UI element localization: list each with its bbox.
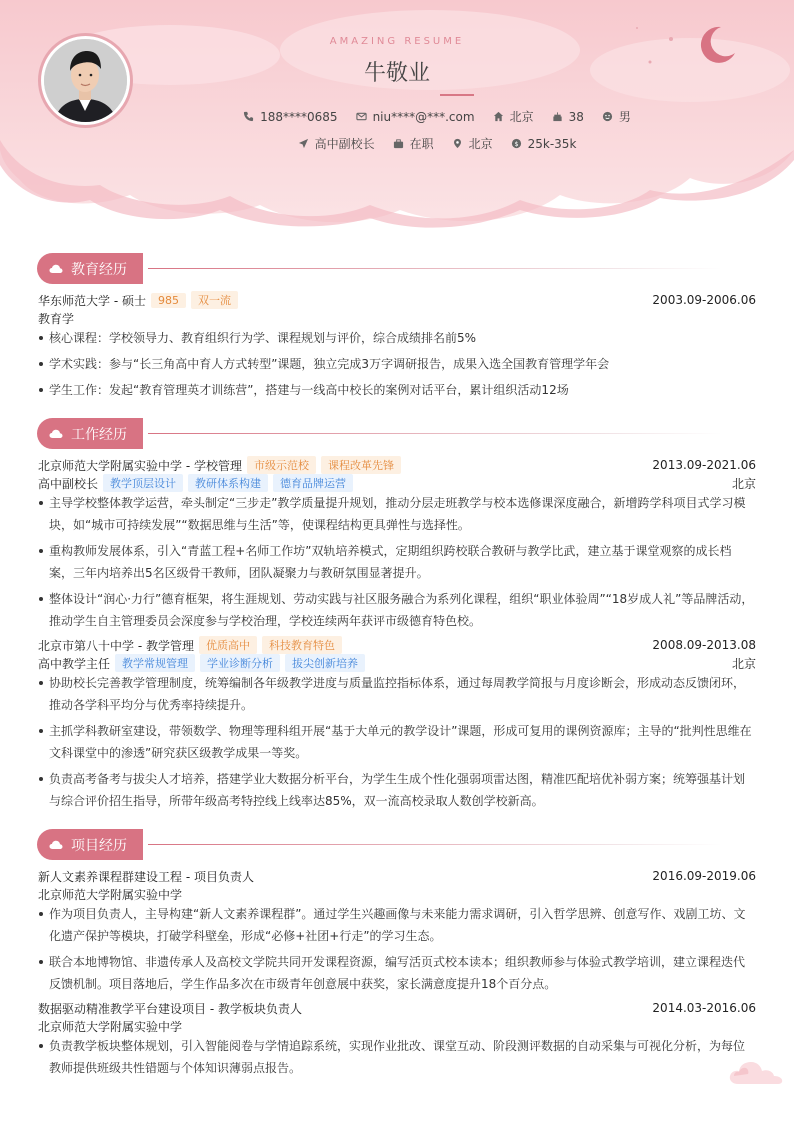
section-title-text: 教育经历 bbox=[71, 261, 127, 278]
email-text: niu****@***.com bbox=[372, 109, 475, 124]
work-date: 2013.09-2021.06 bbox=[652, 458, 756, 472]
briefcase-icon bbox=[393, 138, 404, 149]
hometown-item bbox=[493, 108, 534, 125]
work-section-title bbox=[37, 418, 143, 449]
section-title-text: 项目经历 bbox=[71, 837, 127, 854]
city-item bbox=[452, 135, 493, 152]
job-title-text: 高中副校长 bbox=[314, 137, 375, 151]
hometown-text: 北京 bbox=[509, 110, 534, 124]
skill-badge: 教研体系构建 bbox=[188, 474, 268, 492]
email-item bbox=[356, 108, 475, 125]
project-title: 数据驱动精准教学平台建设项目 - 教学板块负责人 bbox=[38, 1001, 302, 1016]
section-divider bbox=[148, 268, 722, 269]
work-bullet: 主抓学科教研室建设，带领数学、物理等理科组开展“基于大单元的教学设计”课题，形成可复用的课例资源库；主导的“批判性思维在文科课堂中的渗透”研究获区级教学成果一等奖。 bbox=[38, 720, 754, 764]
skill-badge: 拔尖创新培养 bbox=[285, 654, 365, 672]
gender-item bbox=[602, 108, 631, 125]
major-text: 教育学 bbox=[38, 311, 75, 326]
age-text: 38 bbox=[568, 109, 584, 124]
name-underline bbox=[440, 94, 474, 96]
skill-badge: 教学常规管理 bbox=[115, 654, 195, 672]
project-bullet: 负责教学板块整体规划，引入智能阅卷与学情追踪系统，实现作业批改、课堂互动、阶段测评数据的自动采集与可视化分析，为每位教师提供班级共性错题与个体知识薄弱点报告。 bbox=[38, 1035, 754, 1079]
mail-icon bbox=[356, 111, 367, 122]
work-bullet: 负责高考备考与拔尖人才培养，搭建学业大数据分析平台，为学生生成个性化强弱项雷达图，精准匹配培优补弱方案；统筹强基计划与综合评价招生指导，所带年级高考特控线上线率达85%，双一流高校录取人数创学校新高。 bbox=[38, 768, 754, 812]
school-badge: 985 bbox=[151, 293, 186, 308]
section-tag bbox=[37, 829, 143, 860]
resume-tagline: AMAZING RESUME bbox=[329, 36, 465, 47]
home-icon bbox=[493, 111, 504, 122]
project-header-row bbox=[38, 999, 756, 1017]
money-icon bbox=[511, 138, 522, 149]
skill-badge: 教学顶层设计 bbox=[103, 474, 183, 492]
project-bullet: 作为项目负责人，主导构建“新人文素养课程群”。通过学生兴趣画像与未来能力需求调研，引入哲学思辨、创意写作、戏剧工坊、文化遗产保护等模块，打破学科壁垒，形成“必修+社团+行走”的学习生态。 bbox=[38, 903, 754, 947]
contact-row bbox=[0, 108, 794, 125]
cloud-icon bbox=[49, 840, 63, 850]
phone-icon bbox=[243, 111, 254, 122]
work-org: 北京市第八十中学 - 教学管理 bbox=[38, 638, 194, 653]
skill-badge: 学业诊断分析 bbox=[200, 654, 280, 672]
cake-icon bbox=[552, 111, 563, 122]
salary-item bbox=[511, 135, 577, 152]
user-face-icon bbox=[602, 111, 613, 122]
section-tag bbox=[37, 253, 143, 284]
project-header-row bbox=[38, 867, 756, 885]
decorative-cloud-icon bbox=[728, 1058, 784, 1086]
work-bullet: 整体设计“润心·力行”德育框架，将生涯规划、劳动实践与社区服务融合为系列化课程，组织“职业体验周”“18岁成人礼”等品牌活动，推动学生自主管理委员会深度参与学校治理，学校连续两年获评市级德育特色校。 bbox=[38, 588, 754, 632]
org-badge: 科技教育特色 bbox=[262, 636, 342, 654]
send-icon bbox=[298, 138, 309, 149]
work-role: 高中教学主任 bbox=[38, 656, 111, 671]
project-date: 2014.03-2016.06 bbox=[652, 1001, 756, 1015]
work-bullet: 协助校长完善教学管理制度，统筹编制各年级教学进度与质量监控指标体系，通过每周教学简报与月度诊断会，形成动态反馈闭环，推动各学科平均分与优秀率持续提升。 bbox=[38, 672, 754, 716]
education-bullet: 核心课程：学校领导力、教育组织行为学、课程规划与评价，综合成绩排名前5% bbox=[38, 327, 754, 349]
svg-text:$: $ bbox=[514, 139, 519, 148]
gender-text: 男 bbox=[618, 110, 631, 124]
education-header-row bbox=[38, 291, 756, 309]
city-text: 北京 bbox=[468, 137, 493, 151]
project-org-row bbox=[38, 885, 756, 903]
work-org: 北京师范大学附属实验中学 - 学校管理 bbox=[38, 458, 242, 473]
work-role-row bbox=[38, 474, 756, 492]
project-org: 北京师范大学附属实验中学 bbox=[38, 887, 183, 902]
status-item bbox=[393, 135, 434, 152]
education-section-title bbox=[37, 253, 143, 284]
project-section-title bbox=[37, 829, 143, 860]
location-pin-icon bbox=[452, 138, 463, 149]
work-location: 北京 bbox=[731, 656, 756, 671]
cloud-icon bbox=[49, 429, 63, 439]
org-badge: 优质高中 bbox=[199, 636, 257, 654]
project-org: 北京师范大学附属实验中学 bbox=[38, 1019, 183, 1034]
phone-item bbox=[243, 108, 337, 125]
job-title-item bbox=[298, 135, 375, 152]
school-badge: 双一流 bbox=[191, 291, 238, 309]
cloud-icon bbox=[49, 264, 63, 274]
project-bullet: 联合本地博物馆、非遗传承人及高校文学院共同开发课程资源，编写活页式校本读本；组织教师参与体验式教学培训，建立课程迭代反馈机制。项目落地后，学生作品多次在市级青年创意展中获奖，家长满意度提升18个百分点。 bbox=[38, 951, 754, 995]
section-divider bbox=[148, 844, 722, 845]
work-date: 2008.09-2013.08 bbox=[652, 638, 756, 652]
project-org-row bbox=[38, 1017, 756, 1035]
work-header-row bbox=[38, 456, 756, 474]
project-title: 新人文素养课程群建设工程 - 项目负责人 bbox=[38, 869, 254, 884]
work-role: 高中副校长 bbox=[38, 476, 99, 491]
skill-badge: 德育品牌运营 bbox=[273, 474, 353, 492]
education-major-row bbox=[38, 309, 756, 327]
work-location: 北京 bbox=[731, 476, 756, 491]
salary-text: 25k-35k bbox=[527, 136, 577, 151]
school-name: 华东师范大学 - 硕士 bbox=[38, 293, 146, 308]
section-divider bbox=[148, 433, 722, 434]
education-bullet: 学术实践：参与“长三角高中育人方式转型”课题，独立完成3万字调研报告，成果入选全国教育管理学年会 bbox=[38, 353, 754, 375]
project-date: 2016.09-2019.06 bbox=[652, 869, 756, 883]
section-title-text: 工作经历 bbox=[71, 426, 127, 443]
education-date: 2003.09-2006.06 bbox=[652, 293, 756, 307]
org-badge: 课程改革先锋 bbox=[321, 456, 401, 474]
resume-header bbox=[0, 0, 794, 230]
age-item bbox=[552, 108, 584, 125]
org-badge: 市级示范校 bbox=[247, 456, 316, 474]
job-intent-row bbox=[0, 135, 794, 152]
phone-text: 188****0685 bbox=[260, 109, 338, 124]
education-bullet: 学生工作：发起“教育管理英才训练营”，搭建与一线高中校长的案例对话平台，累计组织活动12场 bbox=[38, 379, 754, 401]
status-text: 在职 bbox=[409, 137, 434, 151]
work-role-row bbox=[38, 654, 756, 672]
section-tag bbox=[37, 418, 143, 449]
work-bullet: 主导学校整体教学运营，牵头制定“三步走”教学质量提升规划，推动分层走班教学与校本选修课深度融合，新增跨学科项目式学习模块，如“城市可持续发展”“数据思维与生活”等，使课程结构更具弹性与选择性。 bbox=[38, 492, 754, 536]
work-header-row bbox=[38, 636, 756, 654]
work-bullet: 重构教师发展体系，引入“青蓝工程+名师工作坊”双轨培养模式，定期组织跨校联合教研与教学比武，建立基于课堂观察的成长档案，三年内培养出5名区级骨干教师，团队凝聚力与教研氛围显著提升。 bbox=[38, 540, 754, 584]
candidate-name: 牛敬业 bbox=[363, 61, 430, 86]
